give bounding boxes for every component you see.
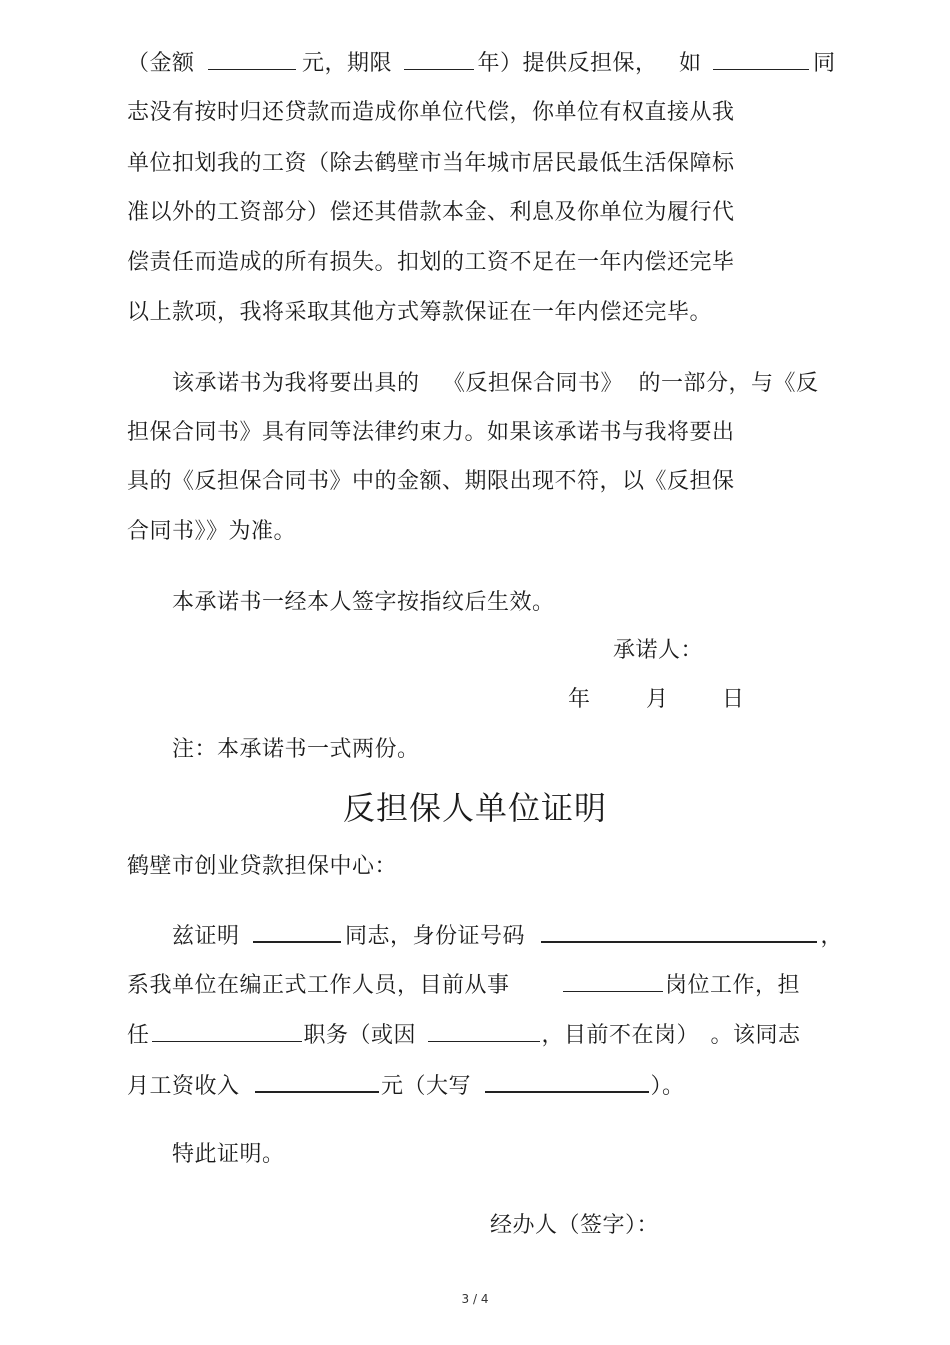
blank-name [253, 921, 341, 943]
para2-line-2: 担保合同书》具有同等法律约束力。如果该承诺书与我将要出 [127, 420, 735, 445]
text-yuan-capital: 元（大写 [381, 1074, 472, 1099]
text-not-on-duty: ，目前不在岗） [541, 1023, 700, 1048]
blank-reason [428, 1021, 540, 1042]
text-comma: ， [820, 924, 844, 949]
note: 注：本承诺书一式两份。 [172, 737, 420, 762]
blank-income-capital [485, 1071, 649, 1093]
certificate-addressee: 鹤壁市创业贷款担保中心： [127, 854, 398, 879]
commitment-line-2: 志没有按时归还贷款而造成你单位代偿，你单位有权直接从我 [127, 100, 735, 125]
para2-line-1 [172, 369, 819, 399]
certificate-title: 反担保人单位证明 [342, 789, 607, 827]
date-month: 月 [646, 687, 669, 712]
commitment-line-5: 偿责任而造成的所有损失。扣划的工资不足在一年内偿还完毕 [127, 250, 735, 275]
text-if: 如 [679, 51, 702, 76]
blank-term [404, 49, 474, 70]
commitment-line-4: 准以外的工资部分）偿还其借款本金、利息及你单位为履行代 [127, 200, 735, 225]
text-term-label: 元，期限 [302, 51, 393, 76]
commitment-line-1 [127, 49, 836, 79]
handler-signature-label: 经办人（签字）： [490, 1213, 660, 1238]
blank-position [563, 971, 663, 992]
effective-statement: 本承诺书一经本人签字按指纹后生效。 [172, 590, 555, 615]
text-para2-a: 该承诺书为我将要出具的 [172, 371, 420, 396]
text-comrade-prefix: 同 [813, 51, 836, 76]
certificate-row-4 [127, 1071, 685, 1102]
text-staff-statement: 系我单位在编正式工作人员，目前从事 [127, 973, 510, 998]
text-contract-name: 《反担保合同书》 [443, 371, 624, 396]
certificate-row-2 [127, 971, 800, 1001]
text-amount-label: （金额 [127, 51, 195, 76]
blank-amount [208, 49, 296, 70]
commitment-line-6: 以上款项，我将采取其他方式筹款保证在一年内偿还完毕。 [127, 300, 713, 325]
certificate-row-3 [127, 1021, 801, 1051]
text-position-suffix: 岗位工作，担 [665, 973, 801, 998]
text-provide-guarantee: 年）提供反担保， [477, 51, 658, 76]
blank-comrade-name [713, 49, 809, 70]
text-id-label: 同志，身份证号码 [345, 924, 526, 949]
text-monthly-income: 月工资收入 [127, 1074, 240, 1099]
para2-line-3: 具的《反担保合同书》中的金额、期限出现不符，以《反担保 [127, 469, 735, 494]
hereby-certified: 特此证明。 [172, 1142, 285, 1167]
date-year: 年 [568, 687, 591, 712]
page-number: 3 / 4 [461, 1292, 489, 1306]
text-duty-suffix: 职务（或因 [303, 1023, 417, 1048]
promisor-label: 承诺人： [613, 638, 704, 663]
text-hereby-certify: 兹证明 [172, 924, 240, 949]
certificate-row-1 [172, 921, 843, 952]
text-comrade: 。该同志 [710, 1023, 801, 1048]
text-para2-c: 的一部分，与《反 [638, 371, 819, 396]
date-day: 日 [722, 687, 745, 712]
blank-income [255, 1071, 379, 1093]
text-hold: 任 [127, 1023, 150, 1048]
blank-duty [152, 1021, 302, 1042]
para2-line-4: 合同书》》为准。 [127, 519, 297, 544]
commitment-line-3: 单位扣划我的工资（除去鹤壁市当年城市居民最低生活保障标 [127, 151, 735, 176]
text-close-paren: ）。 [650, 1074, 685, 1099]
blank-id-number [541, 921, 817, 943]
